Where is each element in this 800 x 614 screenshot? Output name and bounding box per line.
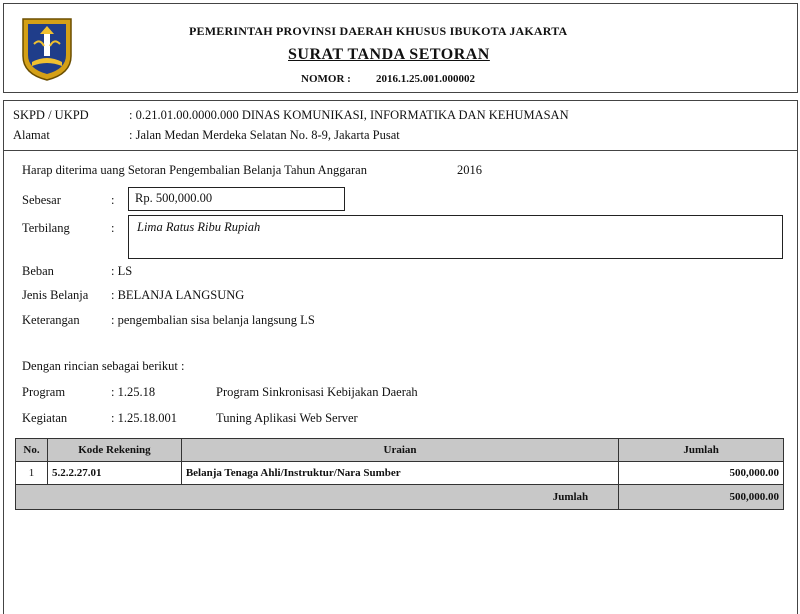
document-header — [3, 3, 798, 93]
column-header-kode: Kode Rekening — [47, 439, 181, 462]
alamat-value: : Jalan Medan Merdeka Selatan No. 8-9, Jakarta Pusat — [129, 128, 400, 142]
account-detail-table — [15, 438, 784, 510]
government-title: PEMERINTAH PROVINSI DAERAH KHUSUS IBUKOTA JAKARTA — [189, 24, 568, 38]
rincian-heading: Dengan rincian sebagai berikut : — [22, 359, 185, 373]
table-header-row — [16, 439, 784, 462]
skpd-label: SKPD / UKPD — [13, 108, 89, 122]
beban-value: : LS — [111, 264, 133, 278]
sebesar-label: Sebesar — [22, 193, 61, 207]
amount-field — [128, 187, 345, 211]
keterangan-label: Keterangan — [22, 313, 80, 327]
column-header-jumlah: Jumlah — [619, 439, 784, 462]
kegiatan-name: Tuning Aplikasi Web Server — [216, 411, 358, 425]
program-code: : 1.25.18 — [111, 385, 156, 399]
row-jumlah: 500,000.00 — [619, 462, 784, 485]
program-name: Program Sinkronisasi Kebijakan Daerah — [216, 385, 418, 399]
budget-year: 2016 — [457, 163, 482, 177]
document-number: 2016.1.25.001.000002 — [376, 73, 475, 85]
table-total-row — [16, 485, 784, 510]
total-value: 500,000.00 — [619, 485, 784, 510]
amount-in-words: Lima Ratus Ribu Rupiah — [137, 220, 261, 234]
row-uraian: Belanja Tenaga Ahli/Instruktur/Nara Sumber — [181, 462, 618, 485]
alamat-label: Alamat — [13, 128, 50, 142]
beban-label: Beban — [22, 264, 54, 278]
column-header-no: No. — [16, 439, 48, 462]
row-kode: 5.2.2.27.01 — [47, 462, 181, 485]
kegiatan-code: : 1.25.18.001 — [111, 411, 177, 425]
row-no: 1 — [16, 462, 48, 485]
document-title: SURAT TANDA SETORAN — [288, 46, 490, 63]
jenis-belanja-label: Jenis Belanja — [22, 288, 89, 302]
program-label: Program — [22, 385, 66, 399]
amount-value: Rp. 500,000.00 — [135, 191, 213, 205]
jenis-belanja-value: : BELANJA LANGSUNG — [111, 288, 245, 302]
kegiatan-label: Kegiatan — [22, 411, 68, 425]
total-label: Jumlah — [16, 485, 619, 510]
skpd-info-section — [3, 100, 798, 151]
table-row — [16, 462, 784, 485]
sebesar-colon: : — [111, 193, 115, 207]
terbilang-label: Terbilang — [22, 221, 70, 235]
column-header-uraian: Uraian — [181, 439, 618, 462]
keterangan-value: : pengembalian sisa belanja langsung LS — [111, 313, 315, 327]
skpd-value: : 0.21.01.00.0000.000 DINAS KOMUNIKASI, INFORMATIKA DAN KEHUMASAN — [129, 108, 569, 122]
amount-in-words-field — [128, 215, 783, 259]
terbilang-colon: : — [111, 221, 115, 235]
jakarta-emblem-icon — [20, 16, 74, 82]
document-number-label: NOMOR : — [301, 73, 351, 85]
intro-text: Harap diterima uang Setoran Pengembalian Belanja Tahun Anggaran — [22, 163, 367, 177]
